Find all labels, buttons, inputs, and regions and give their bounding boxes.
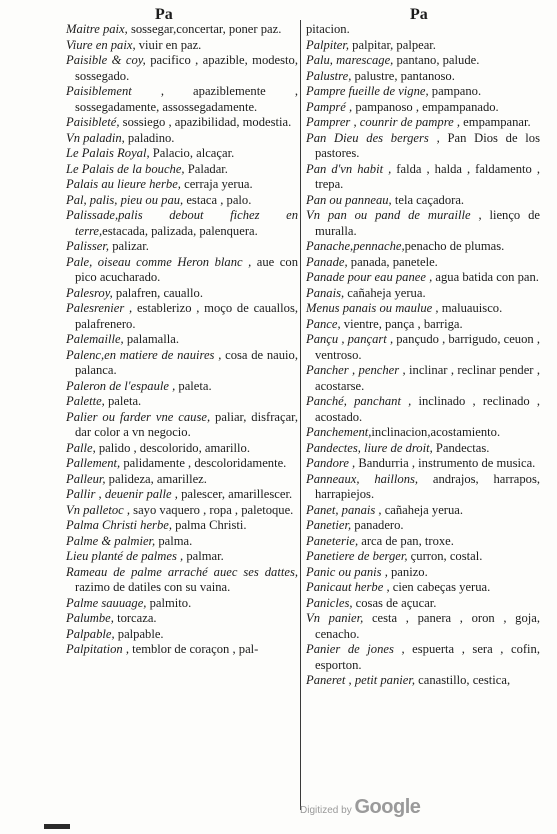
entry-gloss: Palacio, alcaçar. xyxy=(149,146,235,160)
dictionary-entry xyxy=(66,441,298,457)
entry-gloss: palizar. xyxy=(109,239,149,253)
entry-gloss: inclinacion,acostamiento. xyxy=(371,425,501,439)
entry-gloss: panada, panetele. xyxy=(347,254,438,269)
entry-headword: Pandectes, liure de droit, xyxy=(306,440,433,455)
entry-gloss: cosas de açucar. xyxy=(352,595,437,610)
entry-gloss: establerizo , moço de cauallos, palafrenero. xyxy=(75,301,298,331)
dictionary-entry xyxy=(66,146,298,162)
entry-headword: Palma Christi herbe, xyxy=(66,518,172,532)
entry-gloss: arca de pan, troxe. xyxy=(358,533,454,548)
entry-headword: Rameau de palme arraché auec ses dattes, xyxy=(66,564,298,579)
entry-gloss: palpable. xyxy=(114,626,164,641)
entry-gloss: palmar. xyxy=(183,549,224,563)
entry-gloss: palamalla. xyxy=(123,332,179,346)
entry-headword: Panetier, xyxy=(306,518,352,532)
dictionary-entry xyxy=(66,456,298,472)
entry-headword: Palisser, xyxy=(66,239,110,253)
dictionary-entry xyxy=(66,596,298,612)
dictionary-entry xyxy=(306,518,540,534)
entry-headword: Palemaille, xyxy=(66,332,124,346)
entry-headword: Pallement, xyxy=(66,456,121,470)
dictionary-entry xyxy=(66,177,298,193)
entry-gloss: paleta. xyxy=(175,378,212,393)
entry-gloss: tela caçadora. xyxy=(391,192,465,207)
entry-headword: Lieu planté de palmes , xyxy=(66,549,184,563)
page-edge-mark xyxy=(44,824,70,829)
dictionary-entry xyxy=(66,348,298,379)
entry-gloss: palustre, pantanoso. xyxy=(351,68,455,83)
entry-headword: Palle, xyxy=(66,440,96,455)
entry-gloss: inclinado , reclinado , acostado. xyxy=(315,394,540,424)
entry-gloss: palpitar, palpear. xyxy=(349,37,436,52)
dictionary-entry xyxy=(306,642,540,673)
dictionary-entry xyxy=(306,239,540,255)
entry-headword: Pan ou panneau, xyxy=(306,192,392,207)
dictionary-entry xyxy=(66,518,298,534)
entry-gloss: palma. xyxy=(155,533,193,548)
entry-headword: Palier ou farder vne cause, xyxy=(66,409,211,424)
entry-headword: Panade pour eau panee , xyxy=(306,270,433,284)
google-logo: Google xyxy=(354,796,421,818)
digitized-watermark xyxy=(300,796,420,819)
entry-headword: Pallir , deuenir palle , xyxy=(66,487,178,501)
entry-headword: Palme & palmier, xyxy=(66,533,156,548)
dictionary-entry xyxy=(306,53,540,69)
entry-headword: Pance, xyxy=(306,316,341,331)
entry-headword: Palleur, xyxy=(66,471,106,486)
dictionary-entry xyxy=(306,363,540,394)
entry-gloss: palafren, cauallo. xyxy=(112,285,203,300)
entry-headword: Panache,pennache, xyxy=(306,239,405,253)
dictionary-entry xyxy=(66,115,298,131)
dictionary-entry xyxy=(306,394,540,425)
dictionary-entry xyxy=(66,565,298,596)
entry-gloss: cien cabeças yerua. xyxy=(389,580,491,594)
entry-gloss: empampanar. xyxy=(460,115,531,129)
entry-headword: Panier de jones , xyxy=(306,642,405,656)
dictionary-entry xyxy=(306,193,540,209)
entry-gloss: palidamente , descoloridamente. xyxy=(120,456,287,470)
entry-gloss: estacada, palizada, palenquera. xyxy=(102,223,258,238)
entry-headword: Vn paladin, xyxy=(66,130,125,145)
dictionary-entry xyxy=(306,441,540,457)
entry-gloss: viuir en paz. xyxy=(135,37,202,52)
entry-headword: Paneterie, xyxy=(306,533,359,548)
entry-headword: Pan Dieu des bergers , xyxy=(306,130,440,145)
dictionary-entry xyxy=(66,208,298,239)
entry-headword: Palette, xyxy=(66,394,105,408)
entry-headword: Palais au lieure herbe, xyxy=(66,177,181,191)
dictionary-entry xyxy=(66,472,298,488)
running-head-left: Pa xyxy=(155,6,173,23)
dictionary-entry xyxy=(306,208,540,239)
entry-headword: Panic ou panis , xyxy=(306,564,388,579)
entry-headword: Paisiblement , xyxy=(66,84,164,98)
entry-headword: Panais, xyxy=(306,285,345,300)
entry-gloss: vientre, pança , barriga. xyxy=(340,316,463,331)
entry-gloss: paladino. xyxy=(124,130,175,145)
entry-gloss: palmito. xyxy=(146,595,192,610)
entry-gloss: cañaheja yerua. xyxy=(381,502,464,517)
entry-headword: Palpitation , xyxy=(66,642,129,656)
entry-headword: Pampre fueille de vigne, xyxy=(306,84,429,98)
dictionary-entry xyxy=(306,425,540,441)
entry-headword: Panneaux, haillons, xyxy=(306,471,419,486)
dictionary-entry xyxy=(306,131,540,162)
dictionary-entry xyxy=(306,100,540,116)
entry-headword: Panicles, xyxy=(306,595,353,610)
entry-gloss: pançudo , barrigudo, ceuon , ventroso. xyxy=(315,332,541,362)
entry-gloss: panizo. xyxy=(387,564,428,579)
entry-gloss: espuerta , sera , cofin, esporton. xyxy=(315,642,541,672)
entry-headword: Pan d'vn habit , xyxy=(306,161,392,176)
entry-headword: Pançu , pançart , xyxy=(306,332,394,346)
dictionary-entry xyxy=(66,379,298,395)
dictionary-entry xyxy=(66,286,298,302)
entry-headword: Vn palletoc , xyxy=(66,502,131,517)
running-head-right: Pa xyxy=(410,6,428,23)
entry-gloss: palma Christi. xyxy=(172,518,247,532)
dictionary-entry xyxy=(66,53,298,84)
dictionary-entry xyxy=(66,410,298,441)
entry-gloss: palescer, amarillescer. xyxy=(177,487,293,501)
entry-headword: Panet, panais , xyxy=(306,502,382,517)
entry-gloss: cañaheja yerua. xyxy=(344,285,426,300)
dictionary-entry xyxy=(66,627,298,643)
dictionary-entry xyxy=(306,38,540,54)
column-divider xyxy=(300,20,301,810)
dictionary-entry xyxy=(66,394,298,410)
entry-headword: Vn pan ou pand de muraille , xyxy=(306,208,482,222)
dictionary-entry xyxy=(306,286,540,302)
entry-gloss: pitacion. xyxy=(306,22,350,36)
left-column xyxy=(66,22,298,658)
entry-gloss: Paladar. xyxy=(184,161,228,176)
dictionary-entry xyxy=(66,503,298,519)
entry-headword: Paleron de l'espaule , xyxy=(66,378,176,393)
entry-gloss: torcaza. xyxy=(113,611,157,625)
entry-gloss: palido , descolorido, amarillo. xyxy=(95,440,250,455)
entry-gloss: Bandurria , instrumento de musica. xyxy=(355,456,536,470)
entry-headword: Palu, marescage, xyxy=(306,53,394,67)
entry-gloss: canastillo, cestica, xyxy=(415,673,511,687)
dictionary-entry xyxy=(66,255,298,286)
dictionary-entry xyxy=(306,503,540,519)
dictionary-entry xyxy=(306,162,540,193)
entry-headword: Palpiter, xyxy=(306,37,350,52)
right-column xyxy=(306,22,540,689)
dictionary-entry xyxy=(66,38,298,54)
entry-headword: Paneret , petit panier, xyxy=(306,673,416,687)
entry-headword: Panade, xyxy=(306,254,348,269)
entry-gloss: falda , halda , faldamento , trepa. xyxy=(315,161,540,191)
dictionary-entry xyxy=(306,611,540,642)
entry-headword: Palme sauuage, xyxy=(66,595,147,610)
entry-headword: Pal, palis, pieu ou pau, xyxy=(66,192,184,207)
entry-gloss: panadero. xyxy=(351,518,404,532)
entry-gloss: apaziblemente , sossegadamente, assossegadamente. xyxy=(75,84,298,114)
dictionary-entry xyxy=(306,84,540,100)
dictionary-entry xyxy=(66,549,298,565)
entry-headword: Paisibleté, xyxy=(66,115,120,129)
entry-headword: Panchement, xyxy=(306,425,372,439)
dictionary-entry xyxy=(66,162,298,178)
dictionary-entry xyxy=(306,69,540,85)
entry-gloss: paliar, disfraçar, dar color a vn negocio. xyxy=(75,409,298,439)
entry-gloss: sossegar,concertar, poner paz. xyxy=(127,22,282,36)
dictionary-entry xyxy=(306,472,540,503)
entry-headword: Palustre, xyxy=(306,68,352,83)
dictionary-entry xyxy=(306,115,540,131)
entry-gloss: sayo vaquero , ropa , paletoque. xyxy=(130,502,294,517)
dictionary-entry xyxy=(306,301,540,317)
dictionary-entry xyxy=(306,255,540,271)
entry-headword: Paisible & coy, xyxy=(66,53,146,67)
entry-headword: Pandore , xyxy=(306,456,356,470)
entry-gloss: estaca , palo. xyxy=(183,192,252,207)
dictionary-entry xyxy=(66,487,298,503)
entry-headword: Palumbe, xyxy=(66,611,114,625)
dictionary-entry xyxy=(306,22,540,38)
dictionary-entry xyxy=(306,534,540,550)
entry-gloss: Pan Dios de los pastores. xyxy=(315,130,541,160)
entry-headword: Vn panier, xyxy=(306,611,364,625)
entry-headword: Le Palais Royal, xyxy=(66,146,150,160)
entry-gloss: razimo de datiles con su vaina. xyxy=(75,580,231,594)
dictionary-entry xyxy=(66,193,298,209)
dictionary-entry xyxy=(306,549,540,565)
entry-gloss: palideza, amarillez. xyxy=(105,471,207,486)
entry-gloss: cosa de nauio, palanca. xyxy=(75,347,298,377)
dictionary-entry xyxy=(306,456,540,472)
dictionary-entry xyxy=(306,580,540,596)
entry-headword: Maitre paix, xyxy=(66,22,128,36)
entry-gloss: andrajos, harrapos, harrapiejos. xyxy=(315,471,541,501)
entry-headword: Menus panais ou maulue , xyxy=(306,301,439,315)
entry-headword: Panché, panchant , xyxy=(306,394,412,408)
entry-headword: Palissade,palis debout fichez en terre, xyxy=(66,208,298,238)
entry-gloss: inclinar , reclinar pender , acostarse. xyxy=(315,363,541,393)
entry-gloss: pacifico , apazible, modesto, sossegado. xyxy=(75,53,298,83)
dictionary-entry xyxy=(66,131,298,147)
entry-headword: Panetiere de berger, xyxy=(306,549,408,563)
dictionary-entry xyxy=(306,673,540,689)
dictionary-entry xyxy=(306,317,540,333)
dictionary-entry xyxy=(66,611,298,627)
entry-headword: Pampré , xyxy=(306,99,353,114)
entry-gloss: agua batida con pan. xyxy=(432,270,539,284)
dictionary-entry xyxy=(66,642,298,658)
entry-headword: Panicaut herbe , xyxy=(306,580,390,594)
entry-gloss: lienço de muralla. xyxy=(315,208,540,238)
dictionary-entry xyxy=(306,565,540,581)
entry-gloss: pantano, palude. xyxy=(393,53,480,67)
entry-gloss: penacho de plumas. xyxy=(404,239,505,253)
entry-gloss: paleta. xyxy=(104,394,142,408)
entry-headword: Palesroy, xyxy=(66,285,113,300)
dictionary-entry xyxy=(66,84,298,115)
entry-gloss: aue con pico acucharado. xyxy=(75,254,298,284)
entry-headword: Pancher , pencher , xyxy=(306,363,406,377)
entry-headword: Pale, oiseau comme Heron blanc , xyxy=(66,254,252,269)
entry-headword: Palenc,en matiere de nauires , xyxy=(66,347,222,362)
entry-headword: Viure en paix, xyxy=(66,37,136,52)
dictionary-entry xyxy=(306,270,540,286)
dictionary-entry xyxy=(66,534,298,550)
entry-headword: Le Palais de la bouche, xyxy=(66,161,185,176)
entry-gloss: cerraja yerua. xyxy=(180,177,253,191)
dictionary-entry xyxy=(306,332,540,363)
entry-gloss: pampano. xyxy=(428,84,482,98)
entry-headword: Palesrenier , xyxy=(66,301,133,315)
dictionary-entry xyxy=(66,301,298,332)
entry-gloss: sossiego , apazibilidad, modestia. xyxy=(119,115,292,129)
dictionary-entry xyxy=(66,332,298,348)
watermark-prefix: Digitized by xyxy=(300,805,352,816)
dictionary-entry xyxy=(66,239,298,255)
entry-gloss: pampanoso , empampanado. xyxy=(352,99,499,114)
entry-gloss: Pandectas. xyxy=(432,440,490,455)
entry-gloss: temblor de coraçon , pal- xyxy=(128,642,259,656)
dictionary-entry xyxy=(306,596,540,612)
entry-gloss: çurron, costal. xyxy=(407,549,483,563)
entry-gloss: cesta , panera , oron , goja, cenacho. xyxy=(315,611,540,641)
entry-headword: Pamprer , counrir de pampre , xyxy=(306,115,461,129)
entry-headword: Palpable, xyxy=(66,626,115,641)
entry-gloss: maluauisco. xyxy=(438,301,503,315)
dictionary-entry xyxy=(66,22,298,38)
